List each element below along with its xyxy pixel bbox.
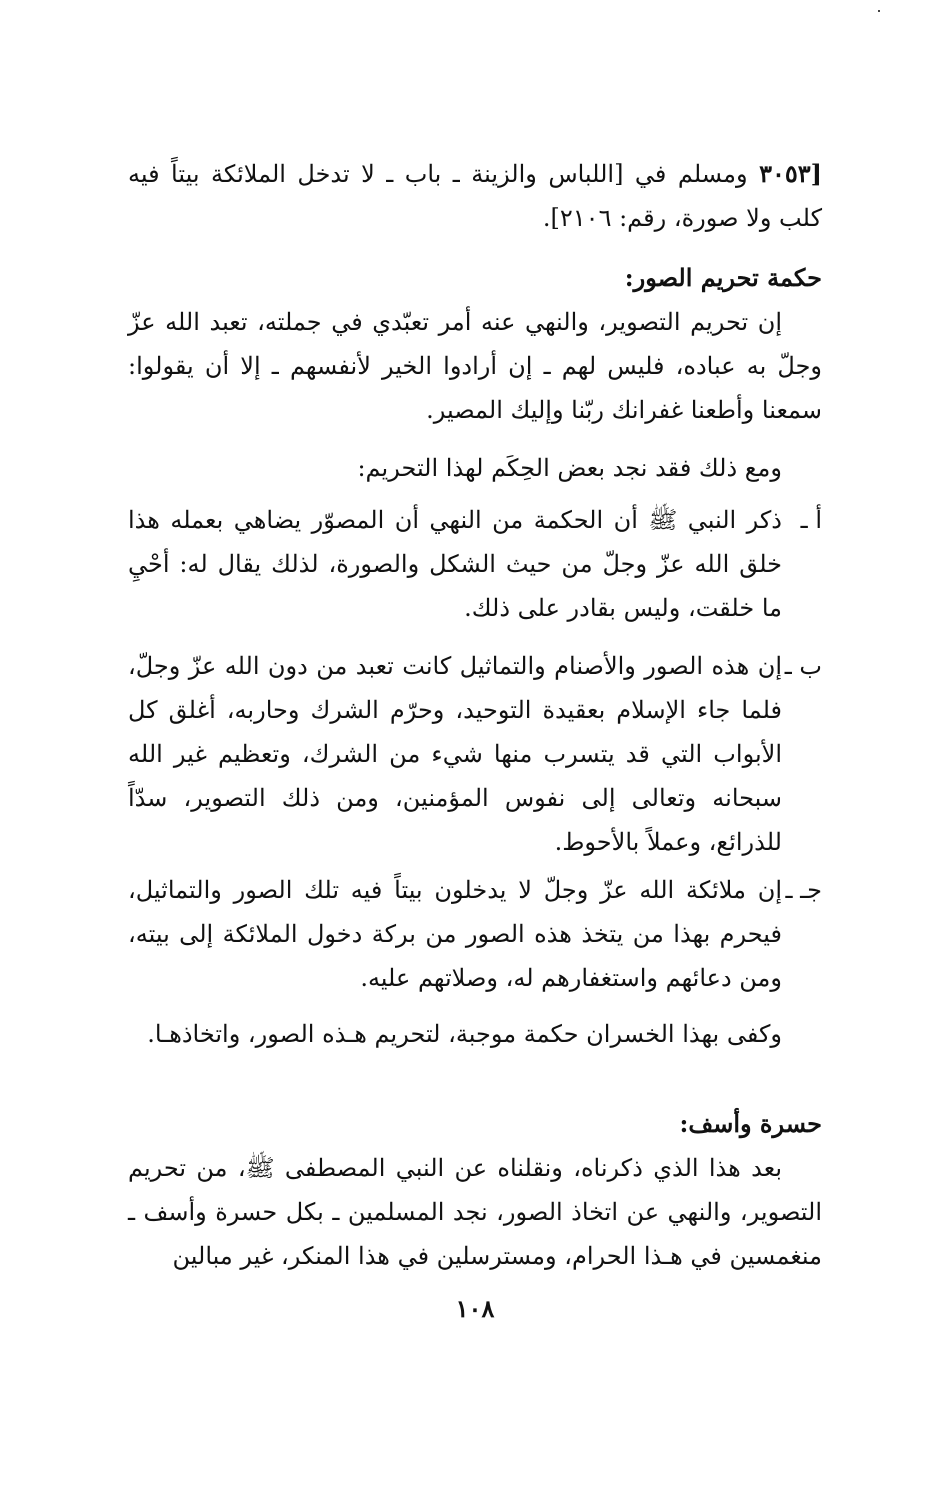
list-item-text: إن هذه الصور والأصنام والتماثيل كانت تعبد من دون الله عزّ وجلّ، فلما جاء الإسلام بعقيدة التوحيد، وحرّم الشرك وحاربه، أغلق كل الأبواب التي قد يتسرب منها شيء من الشرك، وتعظيم غير الله سبحانه وتعالى إلى نفوس المؤمنين، ومن ذلك التصوير، سدّاً للذرائع، وعملاً بالأحوط. <box>128 652 783 856</box>
list-item <box>128 868 822 1000</box>
section-heading-regret: حسرة وأسف: <box>679 1109 822 1138</box>
list-item <box>128 644 822 864</box>
paragraph-conclusion: وكفى بهذا الخسران حكمة موجبة، لتحريم هـذه الصور، واتخاذهـا. <box>147 1020 782 1048</box>
list-marker: جـ ـ <box>785 876 822 904</box>
page-number: ١٠٨ <box>455 1294 495 1323</box>
footnote-number: [٣٠٥٣ <box>759 159 822 188</box>
paragraph-wisdoms-lead: ومع ذلك فقد نجد بعض الحِكَم لهذا التحريم: <box>357 454 782 482</box>
footnote-reference <box>128 152 822 240</box>
list-marker: أ ـ <box>800 506 822 534</box>
list-marker: ب ـ <box>784 652 822 680</box>
section-heading-wisdom: حكمة تحريم الصور: <box>624 263 822 292</box>
scan-speck <box>878 10 880 12</box>
list-item <box>128 498 822 630</box>
list-item-text: إن ملائكة الله عزّ وجلّ لا يدخلون بيتاً فيه تلك الصور والتماثيل، فيحرم بهذا من يتخذ هذه الصور من بركة دخول الملائكة إلى بيته، ومن دعائهم واستغفارهم له، وصلاتهم عليه. <box>128 876 782 992</box>
paragraph-regret: بعد هذا الذي ذكرناه، ونقلناه عن النبي المصطفى ﷺ، من تحريم التصوير، والنهي عن اتخاذ الصور، نجد المسلمين ـ بكل حسرة وأسف ـ منغمسين في هـذا الحرام، ومسترسلين في هذا المنكر، غير مبالين <box>128 1154 822 1270</box>
list-item-text: ذكر النبي ﷺ أن الحكمة من النهي أن المصوّر يضاهي بعمله هذا خلق الله عزّ وجلّ من حيث الشكل والصورة، لذلك يقال له: أحْيِ ما خلقت، وليس بقادر على ذلك. <box>128 506 782 622</box>
paragraph-intro: إن تحريم التصوير، والنهي عنه أمر تعبّدي في جملته، تعبد الله عزّ وجلّ به عباده، فليس لهم ـ إن أرادوا الخير لأنفسهم ـ إلا أن يقولوا: سمعنا وأطعنا غفرانك ربّنا وإليك المصير. <box>128 308 822 424</box>
footnote-text: ومسلم في [اللباس والزينة ـ باب ـ لا تدخل الملائكة بيتاً فيه كلب ولا صورة، رقم: ٢١٠٦]. <box>128 160 822 232</box>
